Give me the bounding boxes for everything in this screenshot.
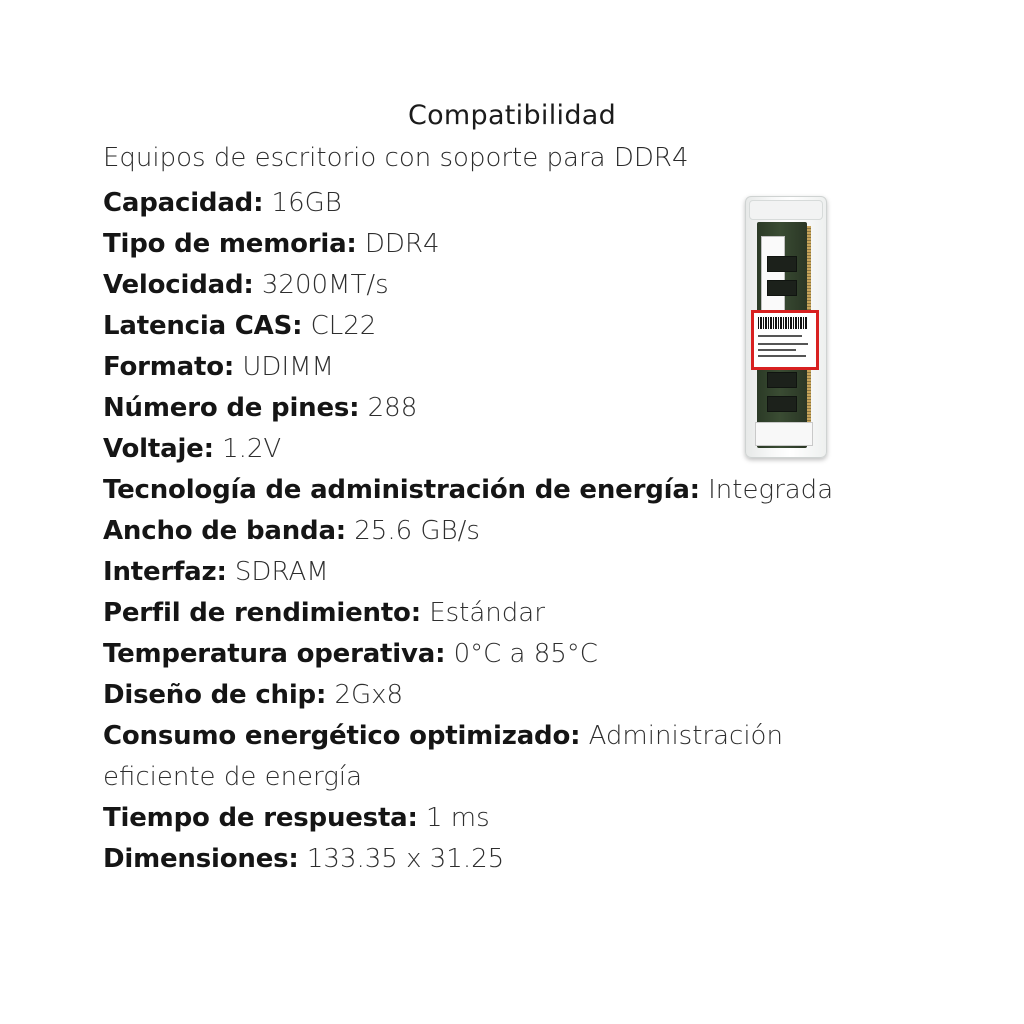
spec-label: Dimensiones:	[103, 844, 299, 874]
spec-row-ancho-banda	[103, 511, 903, 552]
spec-row-temperatura	[103, 634, 903, 675]
memory-chip	[767, 372, 797, 388]
label-line	[758, 349, 796, 351]
spec-label: Tecnología de administración de energía:	[103, 475, 700, 505]
product-label-card	[751, 310, 819, 370]
spec-row-consumo	[103, 716, 863, 798]
spec-label: Diseño de chip:	[103, 680, 327, 710]
spec-label: Interfaz:	[103, 557, 227, 587]
spec-value: SDRAM	[234, 557, 329, 587]
memory-chip	[767, 396, 797, 412]
spec-label: Latencia CAS:	[103, 311, 303, 341]
spec-value: 25.6 GB/s	[354, 516, 480, 546]
spec-label: Perfil de rendimiento:	[103, 598, 421, 628]
spec-row-interfaz	[103, 552, 903, 593]
spec-row-perfil	[103, 593, 903, 634]
spec-value: 2Gx8	[334, 680, 404, 710]
module-sticker	[761, 236, 785, 318]
spec-value: 133.35 x 31.25	[306, 844, 505, 874]
spec-value: 1 ms	[426, 803, 490, 833]
label-line	[758, 355, 806, 357]
memory-chip	[767, 256, 797, 272]
spec-row-tiempo-respuesta	[103, 798, 903, 839]
blister-hang-tab	[749, 200, 823, 220]
spec-label: Capacidad:	[103, 188, 264, 218]
label-line	[758, 335, 802, 337]
page-title: Compatibilidad	[407, 100, 617, 131]
spec-label: Tiempo de respuesta:	[103, 803, 418, 833]
spec-label: Voltaje:	[103, 434, 214, 464]
spec-label: Ancho de banda:	[103, 516, 346, 546]
spec-value: 0°C a 85°C	[453, 639, 598, 669]
spec-label: Velocidad:	[103, 270, 254, 300]
spec-value: CL22	[310, 311, 377, 341]
spec-value: 16GB	[271, 188, 342, 218]
spec-row-tecnologia-energia	[103, 470, 903, 511]
spec-row-dimensiones	[103, 839, 903, 880]
memory-chip	[767, 280, 797, 296]
spec-value: UDIMM	[242, 352, 334, 382]
spec-row-diseno-chip	[103, 675, 903, 716]
ram-module-package-image	[745, 196, 827, 458]
spec-label: Temperatura operativa:	[103, 639, 446, 669]
spec-label: Tipo de memoria:	[103, 229, 357, 259]
spec-value: Administración eficiente de energía	[103, 721, 783, 792]
spec-value: 3200MT/s	[261, 270, 389, 300]
spec-value: DDR4	[364, 229, 440, 259]
bottom-sticker	[755, 422, 813, 446]
spec-label: Número de pines:	[103, 393, 360, 423]
spec-value: Estándar	[429, 598, 545, 628]
spec-value: 1.2V	[222, 434, 282, 464]
label-line	[758, 343, 808, 345]
spec-value: 288	[367, 393, 418, 423]
compatibility-text: Equipos de escritorio con soporte para DDR4	[103, 143, 689, 173]
spec-value: Integrada	[708, 475, 834, 505]
spec-label: Formato:	[103, 352, 235, 382]
barcode-icon	[758, 317, 808, 329]
spec-label: Consumo energético optimizado:	[103, 721, 581, 751]
